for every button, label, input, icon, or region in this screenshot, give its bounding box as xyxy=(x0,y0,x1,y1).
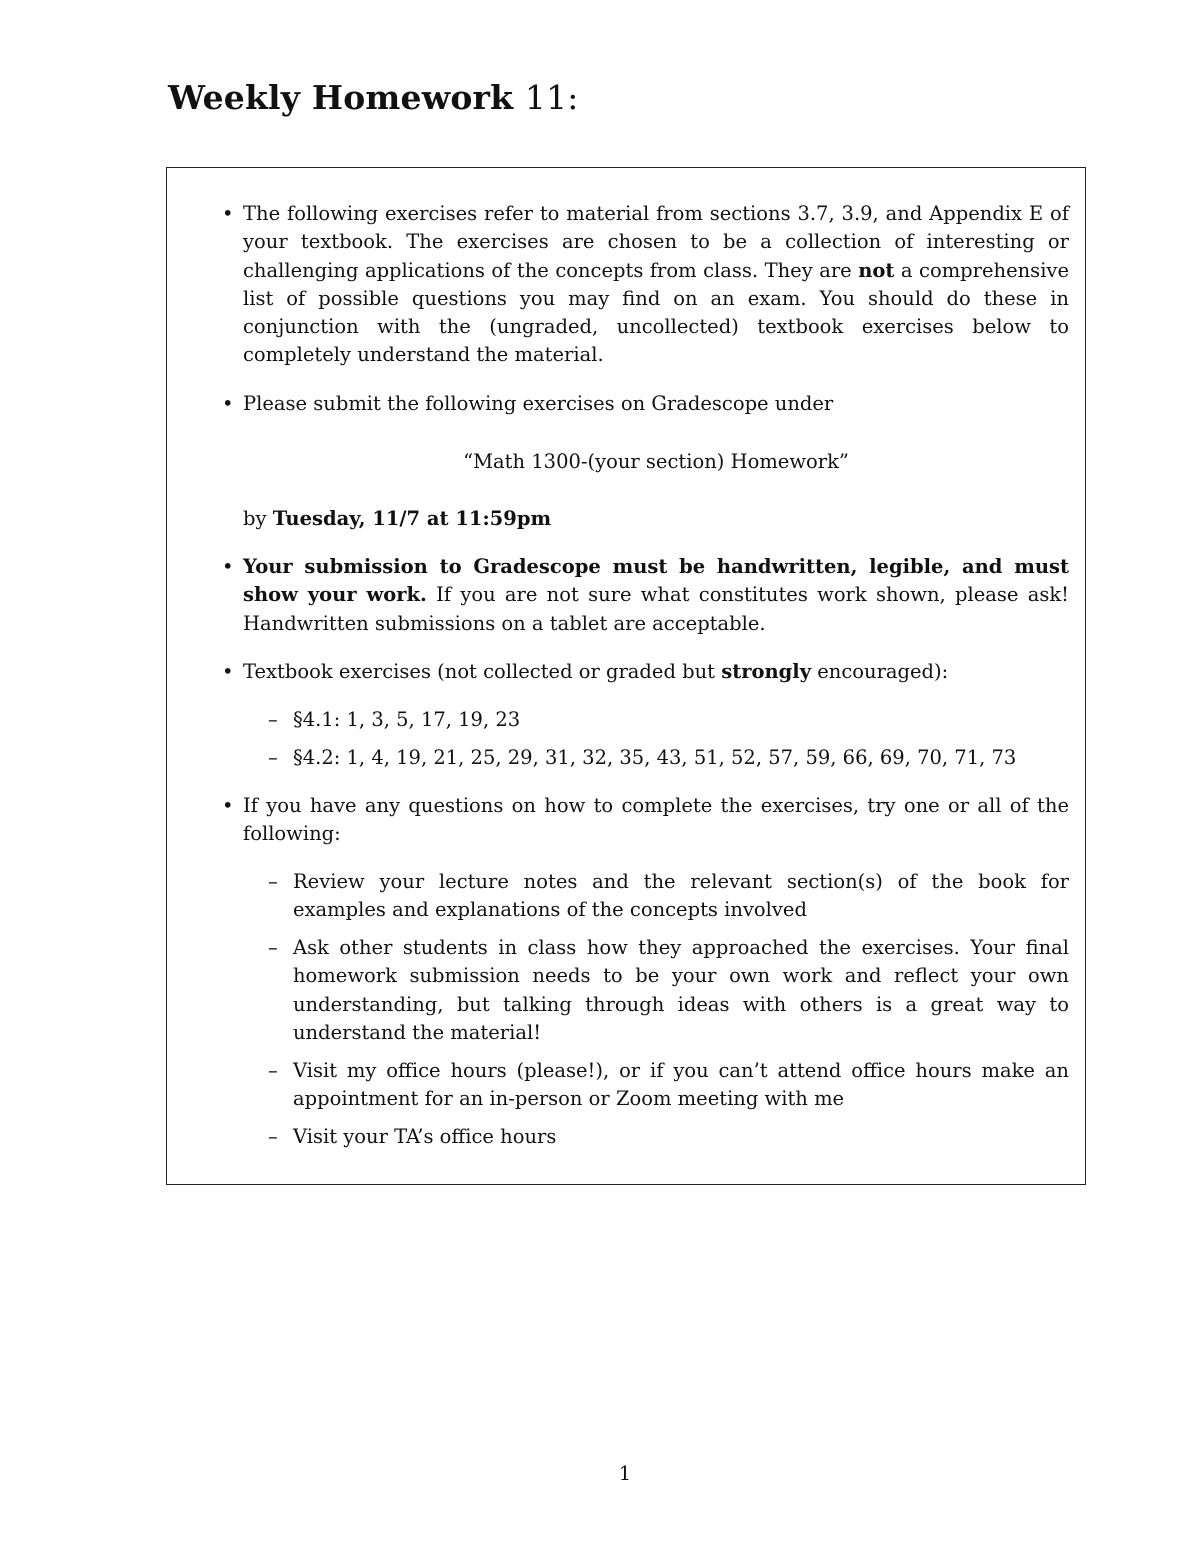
intro-text-b: a comprehensive list of possible questions you may find on an exam. You should do these in conjunction with the (ungraded, uncollected) textbook exercises below to completely understand the material. xyxy=(243,258,1069,367)
assignment-name: “Math 1300-(your section) Homework” xyxy=(463,450,849,473)
bullet-marker: • xyxy=(222,202,234,225)
page-title xyxy=(168,78,579,117)
deadline-date: Tuesday, 11/7 at 11:59pm xyxy=(272,507,552,530)
bullet-marker: • xyxy=(222,660,234,683)
help-list-item: Review your lecture notes and the relevant section(s) of the book for examples and explanations of the concepts involved xyxy=(293,870,1069,922)
intro-paragraph xyxy=(243,200,1069,370)
textbook-paragraph xyxy=(243,658,1069,686)
deadline-by: by xyxy=(243,507,267,530)
textbook-text-b: encouraged): xyxy=(811,660,949,683)
help-paragraph: If you have any questions on how to complete the exercises, try one or all of the following: xyxy=(243,794,1069,846)
dash-marker: – xyxy=(268,1125,278,1148)
dash-marker: – xyxy=(268,936,278,959)
intro-emphasis: not xyxy=(858,258,895,282)
handwritten-emphasis: Your submission to Gradescope must be handwritten, legible, and must show your work. xyxy=(243,555,1069,607)
dash-marker: – xyxy=(268,708,278,731)
help-list-item: Ask other students in class how they approached the exercises. Your final homework submission needs to be your own work and reflect your own understanding, but talking through ideas with others is a great way to understand the material! xyxy=(293,936,1069,1044)
dash-marker: – xyxy=(268,746,278,769)
deadline-line xyxy=(243,505,1069,533)
title-number: 11: xyxy=(524,78,579,117)
bullet-marker: • xyxy=(222,794,234,817)
help-list-item: Visit my office hours (please!), or if you can’t attend office hours make an appointment for an in-person or Zoom meeting with me xyxy=(293,1059,1069,1111)
exercise-list-item: §4.2: 1, 4, 19, 21, 25, 29, 31, 32, 35, 43, 51, 52, 57, 59, 66, 69, 70, 71, 73 xyxy=(293,746,1017,769)
dash-marker: – xyxy=(268,870,278,893)
textbook-emphasis: strongly xyxy=(721,660,812,683)
bullet-marker: • xyxy=(222,555,234,578)
bullet-marker: • xyxy=(222,392,234,415)
handwritten-paragraph xyxy=(243,553,1069,638)
title-label: Weekly Homework xyxy=(168,78,514,117)
submit-instruction: Please submit the following exercises on Gradescope under xyxy=(243,392,834,415)
textbook-text-a: Textbook exercises (not collected or graded but xyxy=(243,660,722,683)
help-list-item: Visit your TA’s office hours xyxy=(293,1125,557,1148)
intro-text-a: The following exercises refer to material from sections 3.7, 3.9, and Appendix E of your textbook. The exercises are chosen to be a collection of interesting or challenging applications of the concepts from class. They are xyxy=(243,202,1069,282)
exercise-list-item: §4.1: 1, 3, 5, 17, 19, 23 xyxy=(293,708,521,731)
page-number: 1 xyxy=(618,1462,632,1485)
handwritten-text: If you are not sure what constitutes work shown, please ask! Handwritten submissions on a tablet are acceptable. xyxy=(243,583,1069,635)
dash-marker: – xyxy=(268,1059,278,1082)
